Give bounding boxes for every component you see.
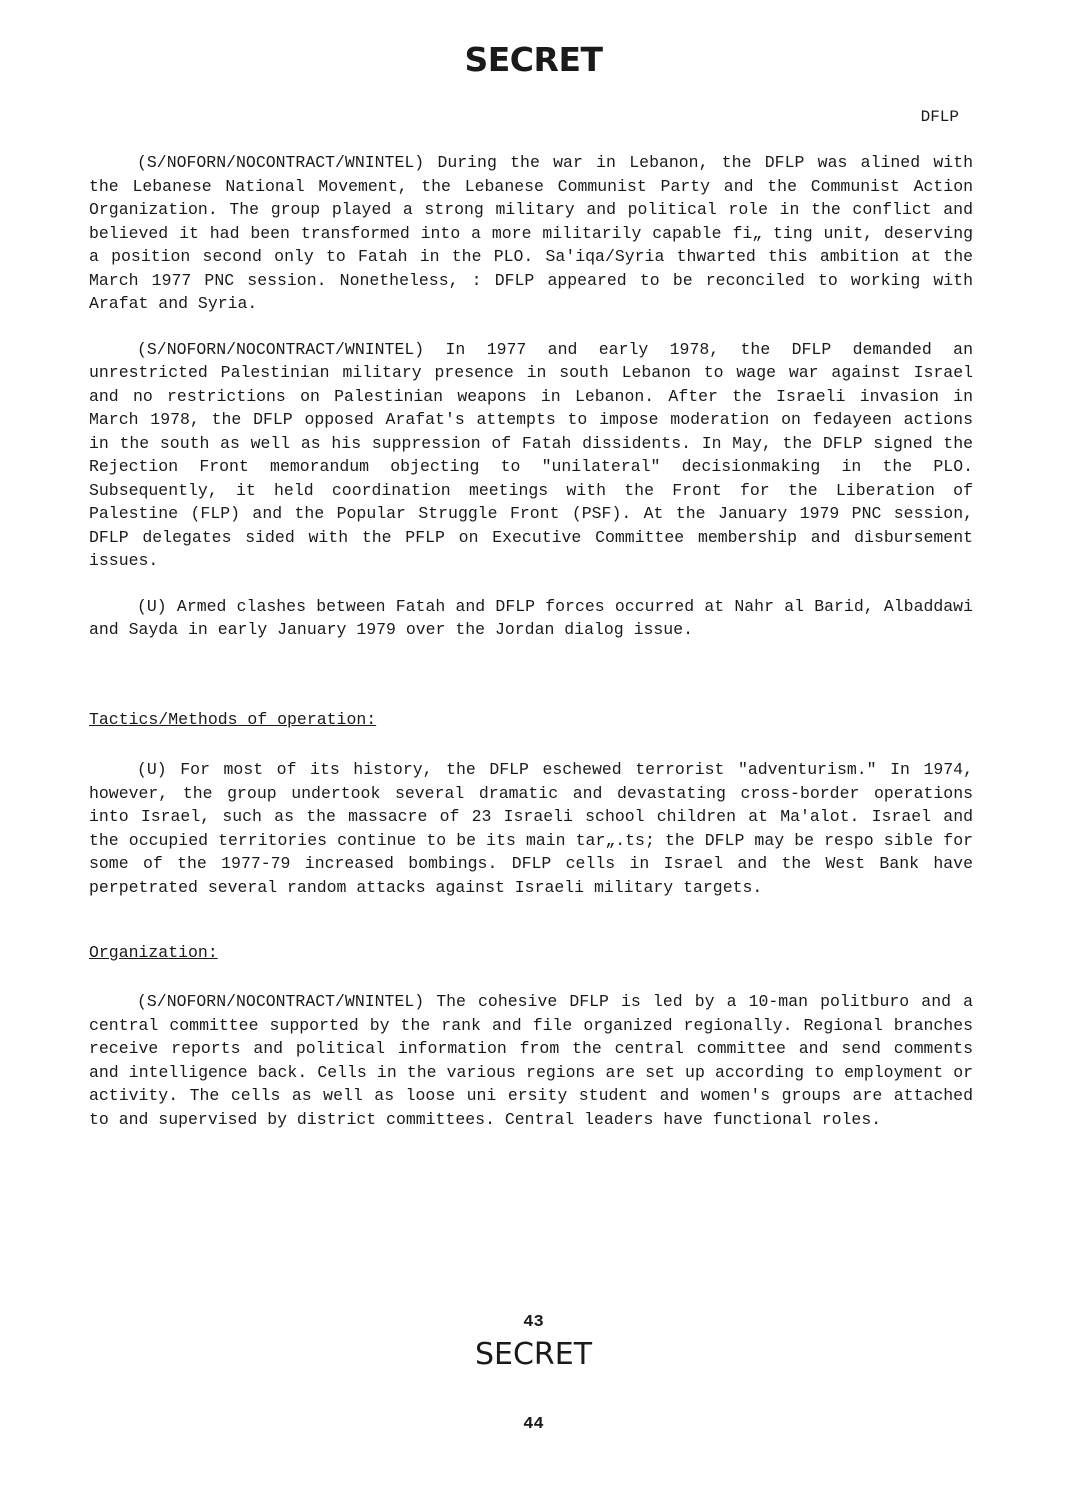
organization-section	[89, 990, 973, 1131]
sheet-number: 44	[523, 1415, 544, 1434]
paragraph-1977-1978: (S/NOFORN/NOCONTRACT/WNINTEL) In 1977 and early 1978, the DFLP demanded an unrestricted Palestinian military presence in south Lebanon to wage war against Israel and no restrictions on Palestinian weapons in Lebanon. After the Israeli invasion in March 1978, the DFLP opposed Arafat's attempts to impose moderation on fedayeen actions in the south as well as his suppression of Fatah dissidents. In May, the DFLP signed the Rejection Front memorandum objecting to "unilateral" decisionmaking in the PLO. Subsequently, it held coordination meetings with the Front for the Liberation of Palestine (FLP) and the Popular Struggle Front (PSF). At the January 1979 PNC session, DFLP delegates sided with the PFLP on Executive Committee membership and disbursement issues.	[89, 339, 973, 570]
tactics-paragraph: (U) For most of its history, the DFLP eschewed terrorist "adventurism." In 1974, however, the group undertook several dramatic and devastating cross-border operations into Israel, such as the massacre of 23 Israeli school children at Ma'alot. Israel and the occupied territories continue to be its main tar„.ts; the DFLP may be respo sible for some of the 1977-79 increased bombings. DFLP cells in Israel and the West Bank have perpetrated several random attacks against Israeli military targets.	[89, 760, 973, 897]
page-number: 43	[523, 1313, 544, 1332]
section-header-code: DFLP	[920, 108, 959, 126]
paragraph-lebanon-war: (S/NOFORN/NOCONTRACT/WNINTEL) During the war in Lebanon, the DFLP was alined with the Lebanese National Movement, the Lebanese Communist Party and the Communist Action Organization. The group played a strong military and political role in the conflict and believed it had been transformed into a more militarily capable fi„ ting unit, deserving a position second only to Fatah in the PLO. Sa'iqa/Syria thwarted this ambition at the March 1977 PNC session. Nonetheless, : DFLP appeared to be reconciled to working with Arafat and Syria.	[89, 153, 973, 313]
tactics-section	[89, 758, 973, 899]
classification-marking-bottom: SECRET	[474, 1337, 593, 1372]
organization-heading: Organization:	[89, 943, 218, 962]
tactics-heading: Tactics/Methods of operation:	[89, 710, 377, 729]
classification-marking-top: SECRET	[464, 40, 603, 79]
organization-paragraph: (S/NOFORN/NOCONTRACT/WNINTEL) The cohesive DFLP is led by a 10-man politburo and a central committee supported by the rank and file organized regionally. Regional branches receive reports and political information from the central committee and send comments and intelligence back. Cells in the various regions are set up according to employment or activity. The cells as well as loose uni ersity student and women's groups are attached to and supervised by district committees. Central leaders have functional roles.	[89, 992, 973, 1129]
paragraph-armed-clashes: (U) Armed clashes between Fatah and DFLP forces occurred at Nahr al Barid, Albaddawi and Sayda in early January 1979 over the Jordan dialog issue.	[89, 596, 973, 639]
intro-section	[89, 151, 973, 642]
